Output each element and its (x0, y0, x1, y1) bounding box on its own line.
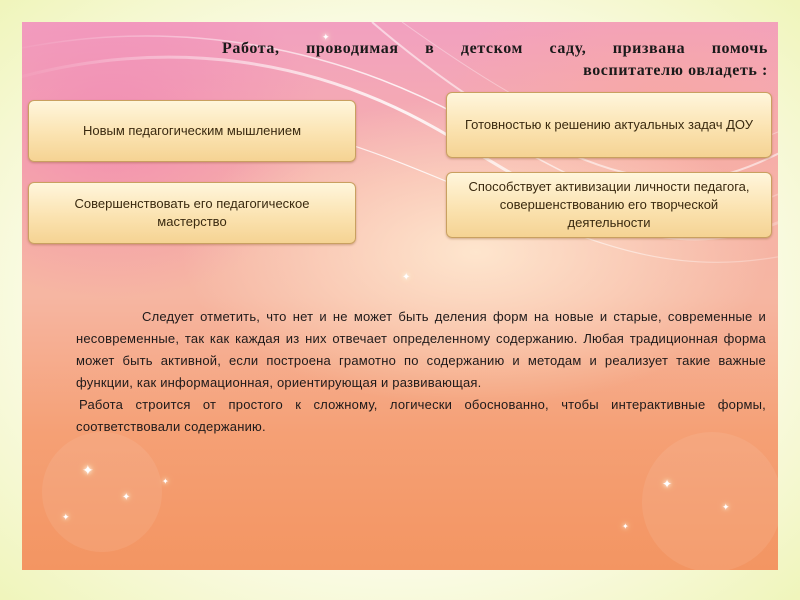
sparkle-icon: ✦ (62, 512, 70, 522)
slide-title (222, 38, 768, 82)
sparkle-icon: ✦ (402, 272, 411, 283)
body-text (76, 306, 766, 438)
sparkle-icon: ✦ (722, 502, 730, 512)
box-new-thinking: Новым педагогическим мышлением (28, 100, 356, 162)
sparkle-icon: ✦ (622, 522, 629, 531)
sparkle-icon: ✦ (82, 462, 94, 478)
sparkle-icon: ✦ (162, 477, 169, 486)
body-paragraph-1: Следует отметить, что нет и не может быть деления форм на новые и старые, современные и несовременные, так как каждая из них отвечает определенному содержанию. Любая традиционная форма может быть активной, если построена грамотно по содержанию и методам и реализует такие важные функции, как информационная, ориентирующая и развивающая. (76, 309, 766, 390)
body-paragraph-2: Работа строится от простого к сложному, логически обоснованно, чтобы интерактивные формы, соответствовали содержанию. (76, 397, 766, 434)
box-readiness: Готовностью к решению актуальных задач ДОУ (446, 92, 772, 158)
sparkle-icon: ✦ (662, 477, 673, 491)
slide (22, 22, 778, 570)
title-line-2: воспитателю овладеть : (583, 62, 768, 79)
title-line-1: Работа, проводимая в детском саду, призвана помочь (222, 40, 768, 57)
sparkle-icon: ✦ (122, 492, 131, 503)
sparkle-icon: ✦ (322, 32, 330, 42)
box-activation: Способствует активизации личности педагога, совершенствованию его творческой деятельности (446, 172, 772, 238)
box-improve-mastery: Совершенствовать его педагогическое мастерство (28, 182, 356, 244)
